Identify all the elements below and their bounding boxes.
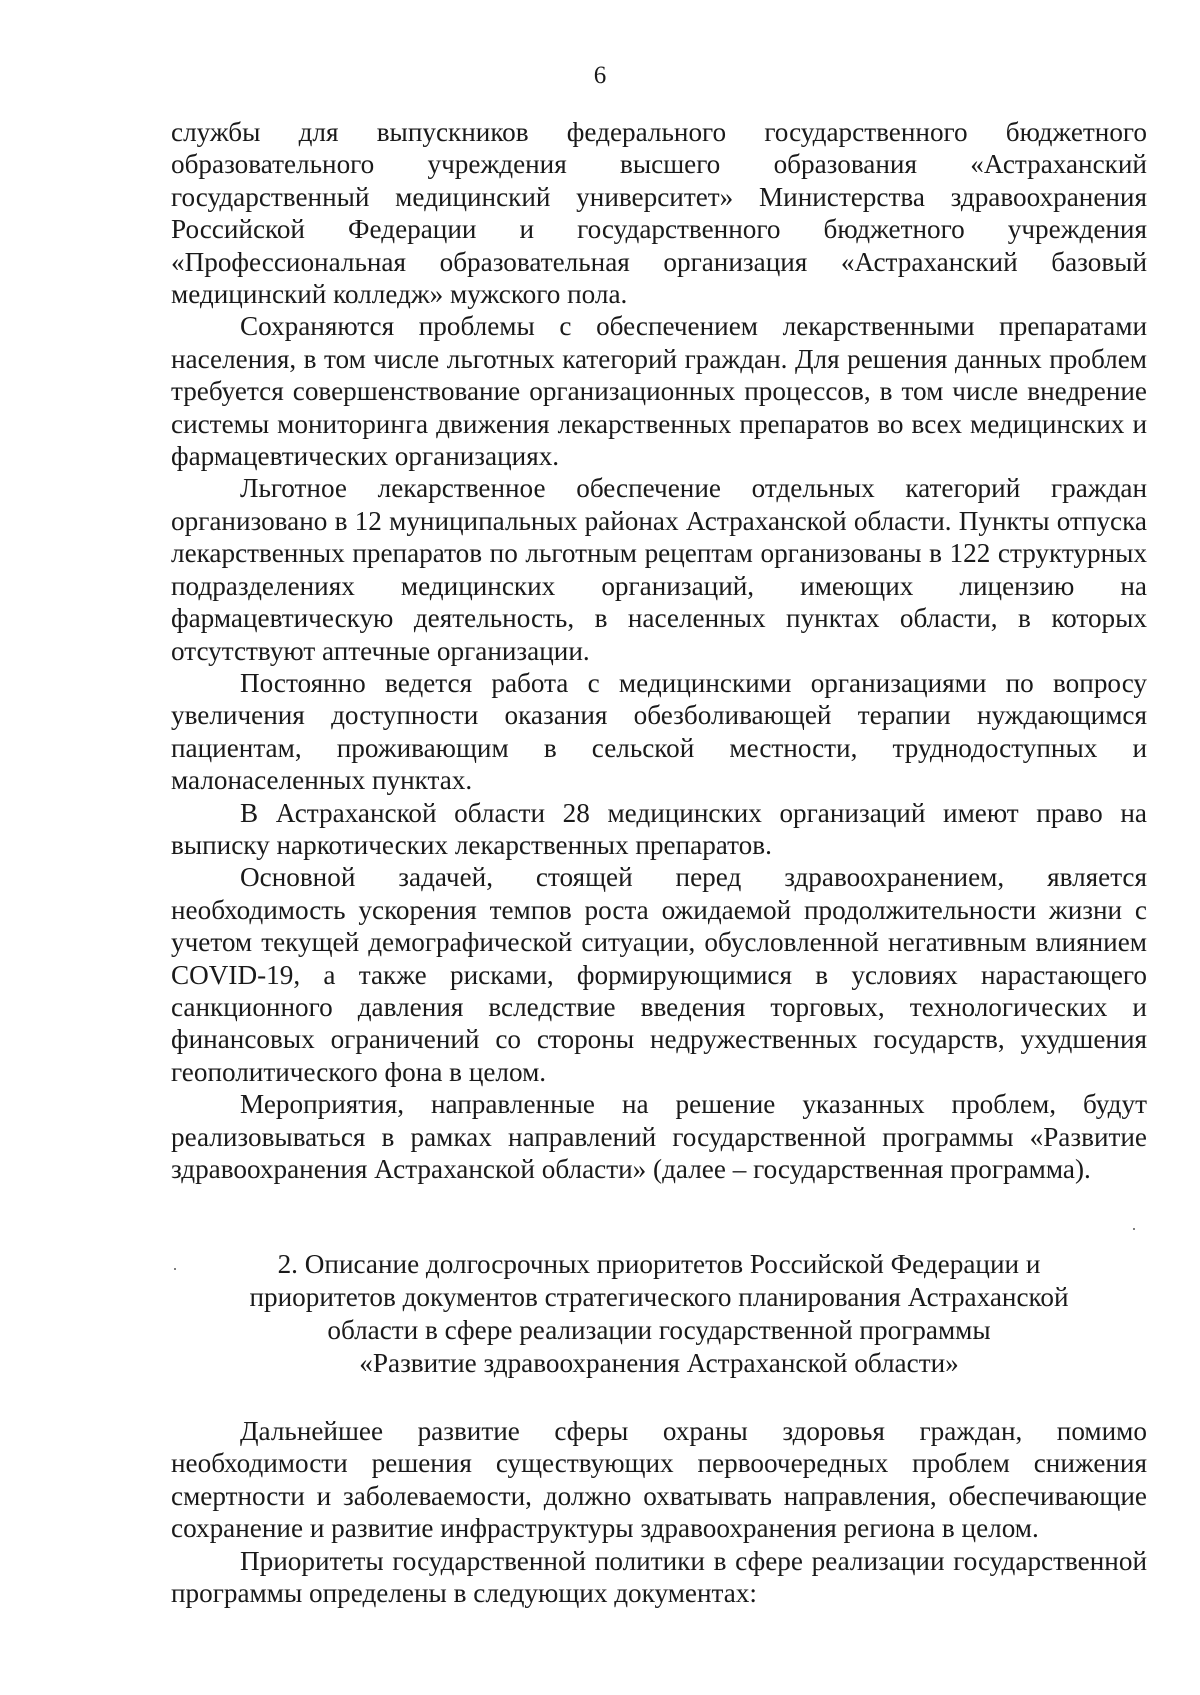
body-text (171, 116, 1147, 1185)
page-number: 6 (593, 62, 607, 89)
scan-speck (1133, 1228, 1135, 1230)
paragraph-further-development: Дальнейшее развитие сферы охраны здоровья граждан, помимо необходимости решения существующих первоочередных проблем снижения смертности и заболеваемости, должно охватывать направления, обеспечивающие сохранение и развитие инфраструктуры здравоохранения региона в целом. (171, 1416, 1147, 1544)
paragraph-continuation: службы для выпускников федерального государственного бюджетного образовательного учреждения высшего образования «Астраханский государственный медицинский университет» Министерства здравоохранения Российской Федерации и государственного бюджетного учреждения «Профессиональная образовательная организация «Астраханский базовый медицинский колледж» мужского пола. (171, 117, 1147, 310)
section-heading-line: 2. Описание долгосрочных приоритетов Российской Федерации и (277, 1249, 1041, 1279)
section-heading (171, 1248, 1147, 1380)
section-body-text (171, 1415, 1147, 1609)
paragraph-measures: Мероприятия, направленные на решение указанных проблем, будут реализовываться в рамках направлений государственной программы «Развитие здравоохранения Астраханской области» (далее – государственная программа). (171, 1089, 1147, 1184)
paragraph-main-task: Основной задачей, стоящей перед здравоохранением, является необходимость ускорения темпов роста ожидаемой продолжительности жизни с учетом текущей демографической ситуации, обусловленной негативным влиянием COVID-19, а также рисками, формирующимися в условиях нарастающего санкционного давления вследствие введения торговых, технологических и финансовых ограничений со стороны недружественных государств, ухудшения геополитического фона в целом. (171, 862, 1147, 1087)
section-heading-line: области в сфере реализации государственной программы (327, 1315, 991, 1345)
paragraph-narcotic-prescriptions: В Астраханской области 28 медицинских организаций имеют право на выписку наркотических лекарственных препаратов. (171, 797, 1147, 860)
scan-speck (174, 1268, 176, 1270)
section-heading-line: «Развитие здравоохранения Астраханской области» (359, 1348, 959, 1378)
section-heading-line: приоритетов документов стратегического планирования Астраханской (249, 1282, 1069, 1312)
paragraph-medicine-supply: Сохраняются проблемы с обеспечением лекарственными препаратами населения, в том числе льготных категорий граждан. Для решения данных проблем требуется совершенствование организационных процессов, в том числе внедрение системы мониторинга движения лекарственных препаратов во всех медицинских и фармацевтических организациях. (171, 311, 1147, 472)
paragraph-priorities: Приоритеты государственной политики в сфере реализации государственной программы определены в следующих документах: (171, 1545, 1147, 1609)
paragraph-preferential-supply: Льготное лекарственное обеспечение отдельных категорий граждан организовано в 12 муниципальных районах Астраханской области. Пункты отпуска лекарственных препаратов по льготным рецептам организованы в 122 структурных подразделениях медицинских организаций, имеющих лицензию на фармацевтическую деятельность, в населенных пунктах области, в которых отсутствуют аптечные организации. (171, 473, 1147, 666)
paragraph-pain-therapy: Постоянно ведется работа с медицинскими организациями по вопросу увеличения доступности оказания обезболивающей терапии нуждающимся пациентам, проживающим в сельской местности, труднодоступных и малонаселенных пунктах. (171, 667, 1147, 796)
